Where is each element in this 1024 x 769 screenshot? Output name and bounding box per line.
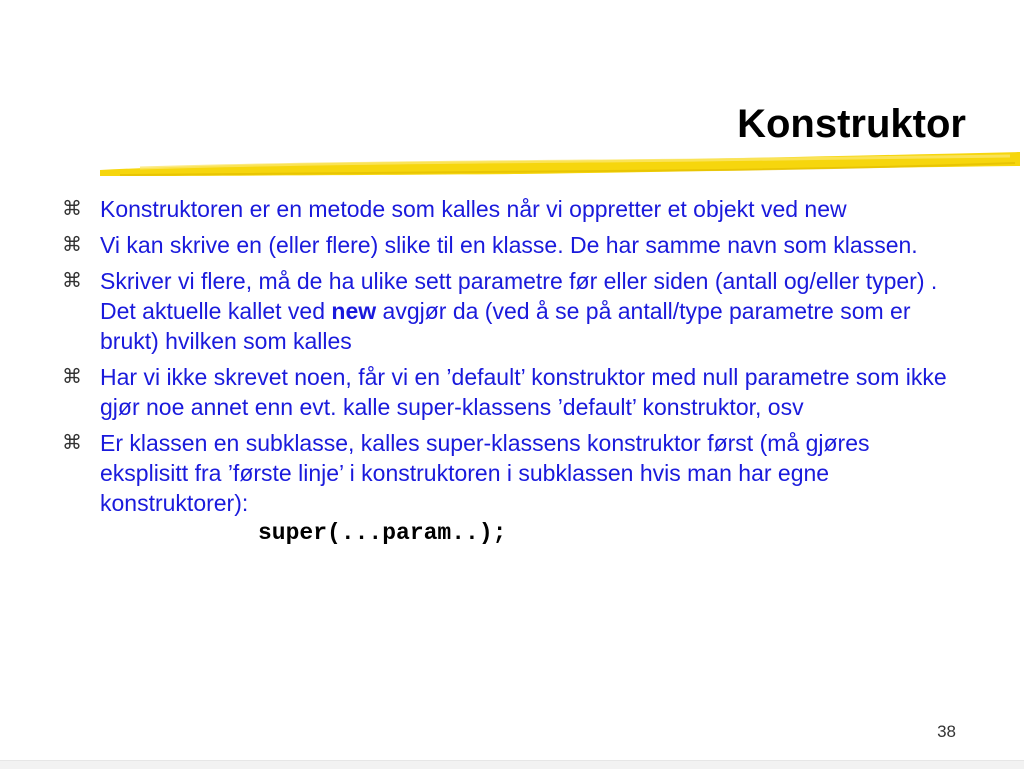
bullet-text-part: avgjør da (ved å se på antall/type parametre som er brukt) hvilken som kalles [100, 298, 911, 354]
bullet-item [62, 266, 962, 356]
bullet-text-block [100, 428, 962, 548]
keyword-new: new [331, 298, 377, 324]
bullet-item [62, 362, 962, 422]
brush-stroke-divider [100, 148, 1020, 182]
bullet-text: Vi kan skrive en (eller flere) slike til en klasse. De har samme navn som klassen. [100, 232, 918, 258]
bullet-text: Er klassen en subklasse, kalles super-klassens konstruktor først (må gjøres eksplisitt fra ’første linje’ i konstruktoren i subklassen hvis man har egne konstruktorer): [100, 430, 870, 516]
bullet-item [62, 428, 962, 548]
bullet-text: Har vi ikke skrevet noen, får vi en ’default’ konstruktor med null parametre som ikke gjør noe annet enn evt. kalle super-klassens ’default’ konstruktor, osv [100, 364, 947, 420]
bullet-item [62, 230, 962, 260]
slide-number: 38 [937, 722, 956, 741]
command-key-icon: ⌘ [62, 366, 82, 388]
bullet-item [62, 194, 962, 224]
slide-title: Konstruktor [737, 102, 966, 146]
brush-stroke-main [100, 152, 1020, 176]
bullet-text [100, 266, 962, 356]
bullet-list [62, 194, 962, 554]
command-key-icon: ⌘ [62, 234, 82, 256]
bullet-text: Konstruktoren er en metode som kalles når vi oppretter et objekt ved new [100, 196, 847, 222]
bullet-text-part: Skriver vi flere, må de ha ulike sett parametre før eller siden (antall og/eller typer) . Det aktuelle kallet ved [100, 268, 938, 324]
code-snippet: super(...param..); [258, 520, 507, 546]
command-key-icon: ⌘ [62, 270, 82, 292]
command-key-icon: ⌘ [62, 198, 82, 220]
command-key-icon: ⌘ [62, 432, 82, 454]
